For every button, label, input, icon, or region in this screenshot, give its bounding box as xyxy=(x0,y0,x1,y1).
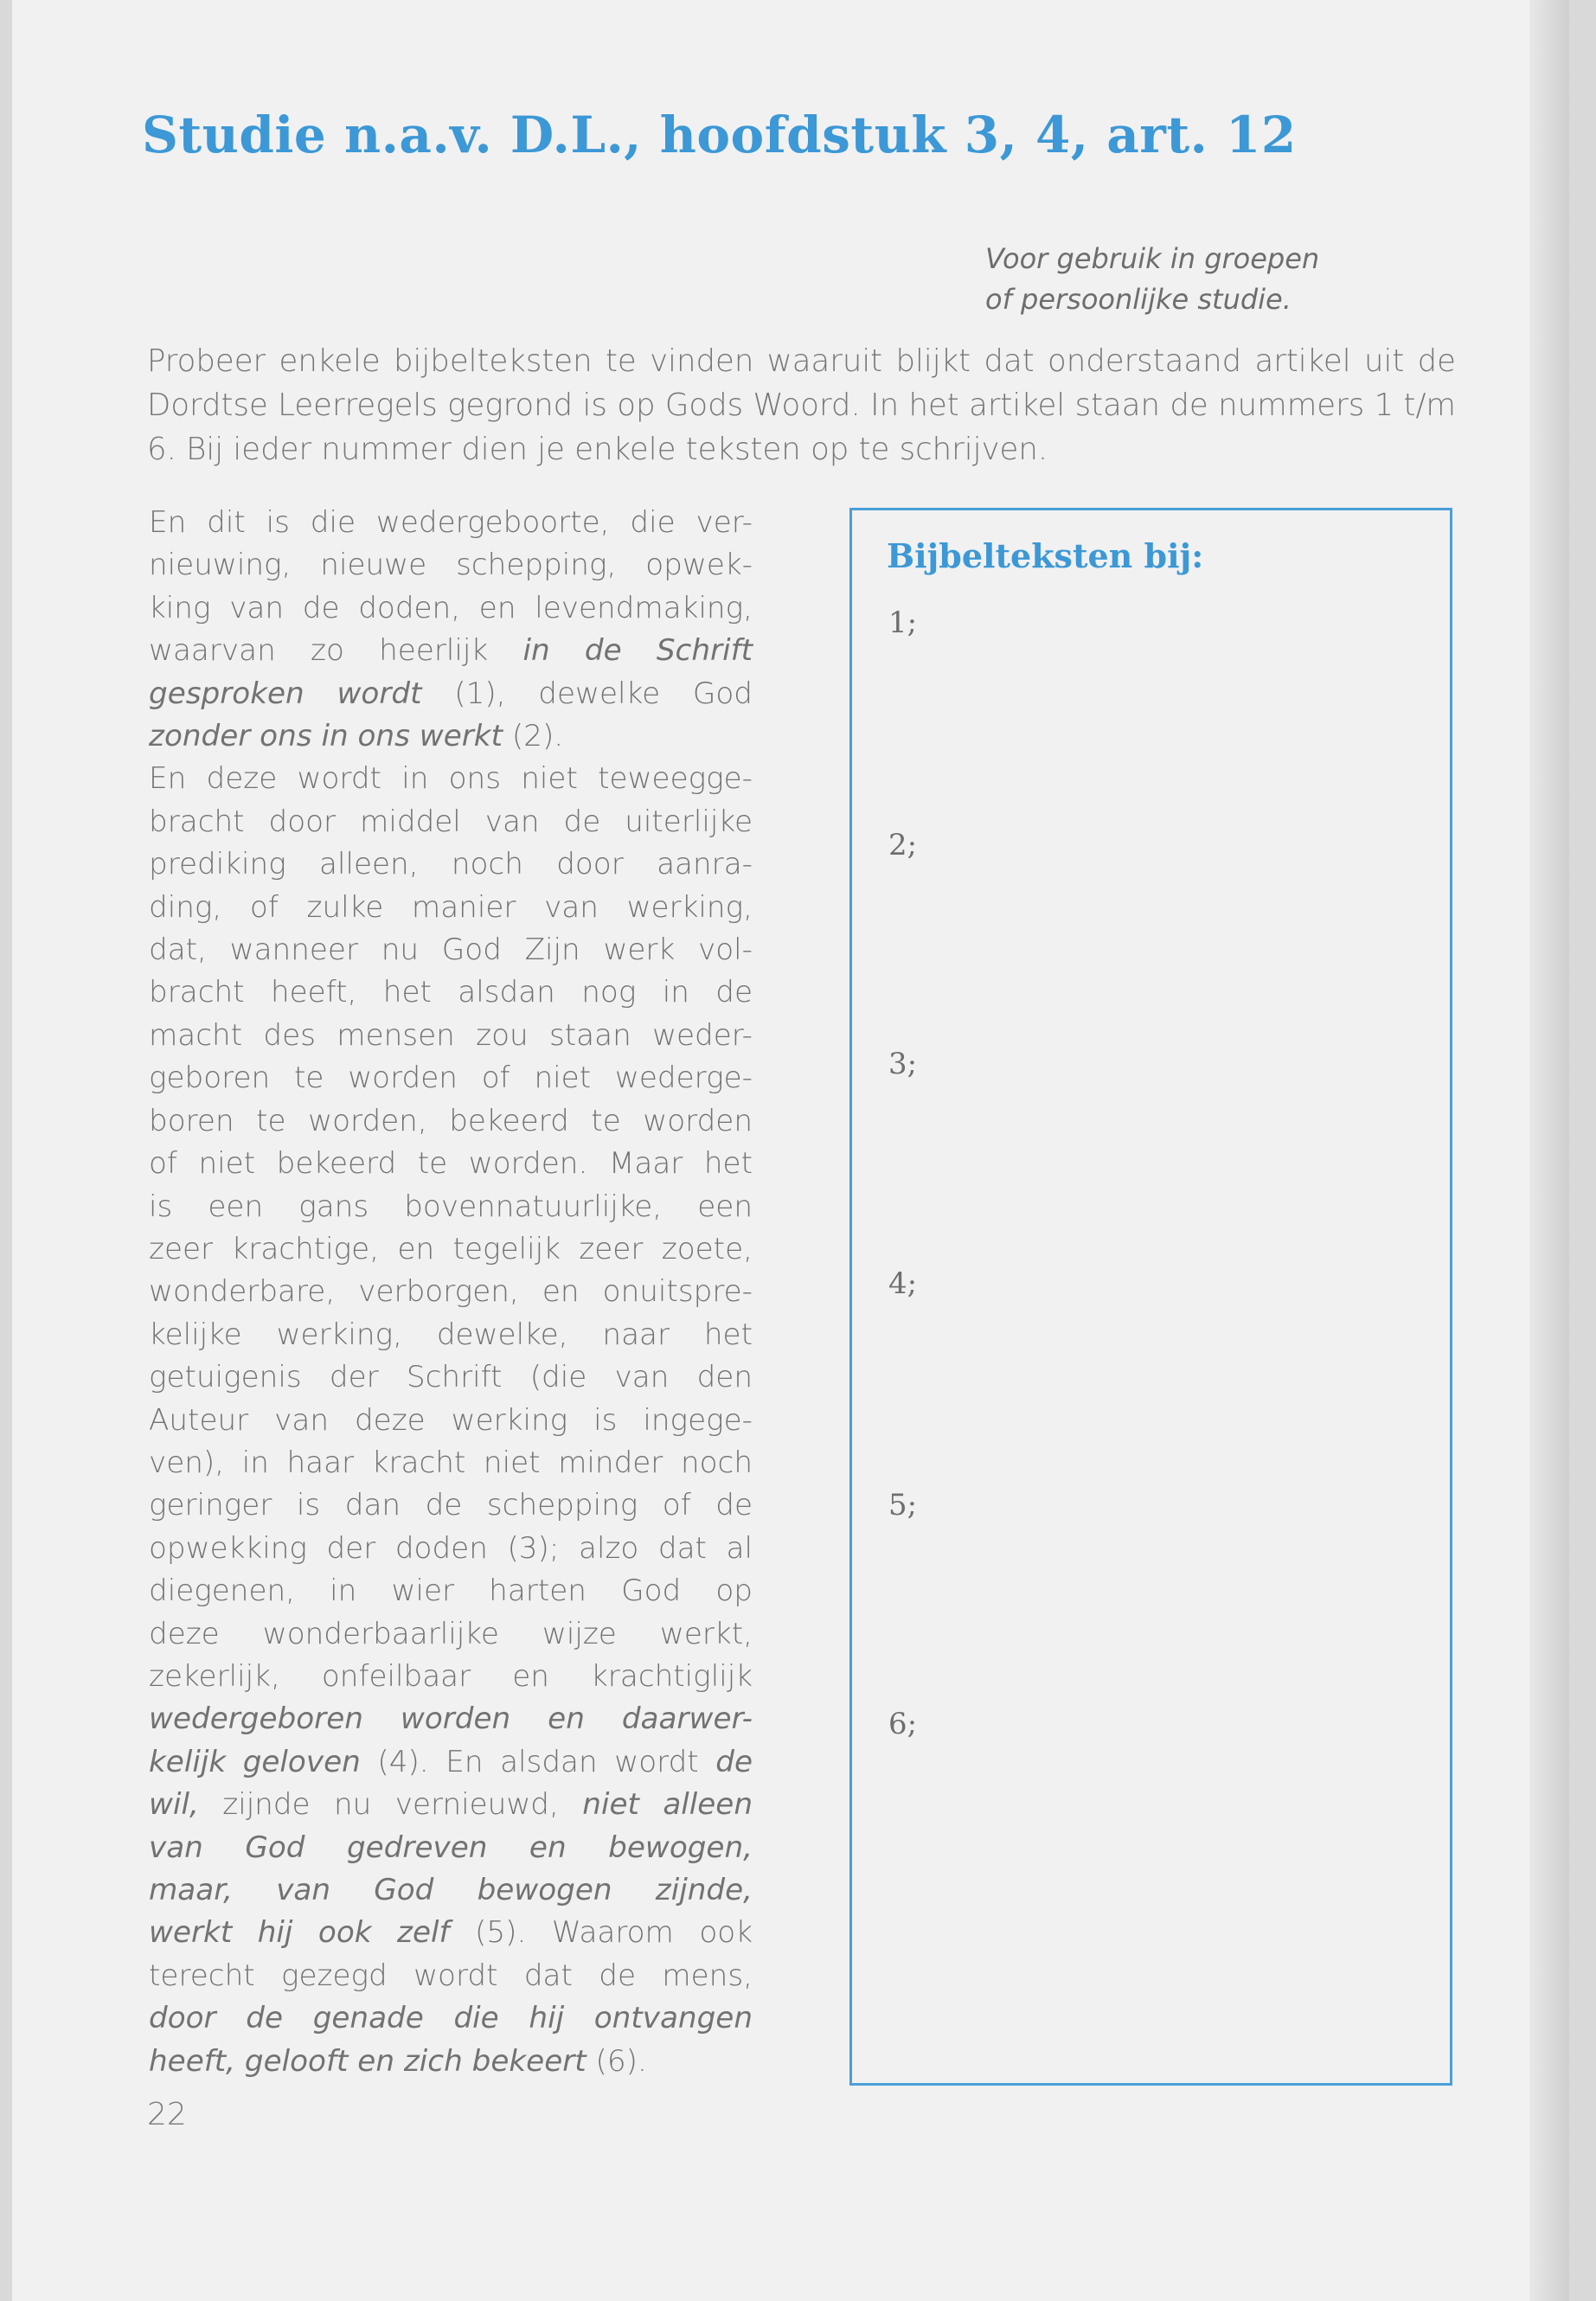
article-italic-segment: zonder ons in ons werkt xyxy=(149,719,503,754)
usage-note xyxy=(985,239,1418,320)
article-line xyxy=(149,1955,753,1997)
article-line xyxy=(149,715,753,758)
article-text-segment: king van de doden, en levendmaking, xyxy=(149,590,753,625)
article-text-segment: (2). xyxy=(503,719,564,754)
article-line xyxy=(149,1528,753,1570)
bible-text-item-2: 2; xyxy=(888,828,918,862)
article-line xyxy=(149,1827,753,1869)
article-text xyxy=(149,502,753,2083)
article-text-segment: boren te worden, bekeerd te worden xyxy=(149,1103,753,1138)
article-line xyxy=(149,1997,753,2040)
article-text-segment: (4). En alsdan wordt xyxy=(360,1744,716,1779)
article-italic-segment: door de genade die hij ontvangen xyxy=(149,2001,753,2036)
bible-text-item-1: 1; xyxy=(888,606,918,640)
article-text-segment: terecht gezegd wordt dat de mens, xyxy=(149,1958,753,1993)
article-text-segment: wonderbare, verborgen, en onuitspre- xyxy=(149,1274,753,1310)
article-text-segment: bracht heeft, het alsdan nog in de xyxy=(149,975,753,1010)
article-line xyxy=(149,1741,753,1784)
article-italic-segment: wedergeboren worden en daarwer- xyxy=(149,1702,753,1737)
usage-note-line-1: Voor gebruik in groepen xyxy=(985,242,1320,275)
article-text-segment: zekerlijk, onfeilbaar en krachtiglijk xyxy=(149,1658,753,1694)
article-text-segment: macht des mensen zou staan weder- xyxy=(149,1017,753,1053)
article-line xyxy=(149,673,753,715)
page-title: Studie n.a.v. D.L., hoofdstuk 3, 4, art. 12 xyxy=(142,106,1297,164)
article-text-segment: is een gans bovennatuurlijke, een xyxy=(149,1189,753,1224)
page-sheet xyxy=(12,0,1569,2301)
article-text-segment: dat, wanneer nu God Zijn werk vol- xyxy=(149,933,753,968)
article-text-segment: getuigenis der Schrift (die van den xyxy=(149,1360,753,1395)
article-line xyxy=(149,587,753,630)
article-line xyxy=(149,544,753,586)
article-italic-segment: van God gedreven en bewogen, xyxy=(149,1830,753,1865)
article-line xyxy=(149,1656,753,1698)
article-italic-segment: niet alleen xyxy=(582,1787,753,1823)
article-text-segment: of niet bekeerd te worden. Maar het xyxy=(149,1146,753,1182)
article-line xyxy=(149,1143,753,1185)
article-text-segment: waarvan zo heerlijk xyxy=(149,633,523,669)
article-text-segment: kelijke werking, dewelke, naar het xyxy=(149,1317,753,1352)
article-line xyxy=(149,1100,753,1143)
article-line xyxy=(149,843,753,886)
article-text-segment: bracht door middel van de uiterlijke xyxy=(149,804,753,839)
intro-paragraph: Probeer enkele bijbelteksten te vinden waaruit blijkt dat onderstaand artikel uit de Dordtse Leerregels gegrond is op Gods Woord. In het artikel staan de nummers 1 t/m 6. Bij ieder nummer dien je enkele teksten op te schrijven. xyxy=(147,343,1456,467)
article-italic-segment: de xyxy=(715,1744,753,1779)
article-line xyxy=(149,1912,753,1954)
article-line xyxy=(149,801,753,843)
article-italic-segment: heeft, gelooft en zich bekeert xyxy=(149,2043,586,2079)
page-edge-shadow xyxy=(1529,0,1569,2301)
article-text-segment: (1), dewelke God xyxy=(421,676,753,711)
article-line xyxy=(149,929,753,971)
article-line xyxy=(149,758,753,800)
bible-text-item-4: 4; xyxy=(888,1266,918,1301)
article-line xyxy=(149,1613,753,1656)
article-text-segment: nieuwing, nieuwe schepping, opwek- xyxy=(149,548,753,583)
article-line xyxy=(149,1442,753,1484)
article-line xyxy=(149,1271,753,1313)
article-text-segment: ven), in haar kracht niet minder noch xyxy=(149,1445,753,1480)
article-text-segment: En deze wordt in ons niet teweegge- xyxy=(149,761,753,797)
article-text-segment: En dit is die wedergeboorte, die ver- xyxy=(149,505,753,540)
article-text-segment: zeer krachtige, en tegelijk zeer zoete, xyxy=(149,1231,753,1266)
article-line xyxy=(149,502,753,544)
article-line xyxy=(149,1400,753,1442)
bible-text-item-6: 6; xyxy=(888,1707,918,1741)
article-italic-segment: maar, van God bewogen zijnde, xyxy=(149,1873,753,1907)
article-line xyxy=(149,887,753,929)
article-line xyxy=(149,1356,753,1399)
article-italic-segment: wil, xyxy=(149,1787,199,1823)
page-number: 22 xyxy=(147,2097,187,2132)
article-text-segment: prediking alleen, noch door aanra- xyxy=(149,847,753,882)
article-line xyxy=(149,1484,753,1527)
article-line xyxy=(149,1869,753,1912)
bible-text-item-3: 3; xyxy=(888,1047,918,1081)
article-line xyxy=(149,1784,753,1826)
article-text-segment: geboren te worden of niet wederge- xyxy=(149,1061,753,1096)
article-line xyxy=(149,1186,753,1228)
article-text-segment: geringer is dan de schepping of de xyxy=(149,1488,753,1523)
article-italic-segment: kelijk geloven xyxy=(149,1744,361,1779)
article-text-segment: ding, of zulke manier van werking, xyxy=(149,889,753,925)
article-line xyxy=(149,1015,753,1057)
article-line xyxy=(149,2041,753,2083)
usage-note-line-2: of persoonlijke studie. xyxy=(985,283,1292,316)
bible-text-item-5: 5; xyxy=(888,1488,918,1522)
bible-texts-heading: Bijbelteksten bij: xyxy=(887,536,1204,575)
article-italic-segment: in de Schrift xyxy=(522,633,753,669)
article-line xyxy=(149,1698,753,1740)
article-line xyxy=(149,630,753,672)
article-text-segment: Auteur van deze werking is ingege- xyxy=(149,1402,753,1438)
article-line xyxy=(149,1228,753,1271)
article-text-segment: zijnde nu vernieuwd, xyxy=(198,1787,583,1823)
article-line xyxy=(149,1570,753,1612)
article-text-segment: deze wonderbaarlijke wijze werkt, xyxy=(149,1616,753,1651)
article-line xyxy=(149,1314,753,1356)
article-line xyxy=(149,971,753,1014)
article-text-segment: diegenen, in wier harten God op xyxy=(149,1574,753,1609)
article-italic-segment: gesproken wordt xyxy=(149,676,422,711)
article-text-segment: (6). xyxy=(586,2043,647,2079)
bible-texts-box xyxy=(849,508,1452,2086)
article-line xyxy=(149,1057,753,1099)
article-text-segment: opwekking der doden (3); alzo dat al xyxy=(149,1530,753,1566)
article-text-segment: (5). Waarom ook xyxy=(449,1915,753,1951)
article-italic-segment: werkt hij ook zelf xyxy=(149,1915,450,1951)
